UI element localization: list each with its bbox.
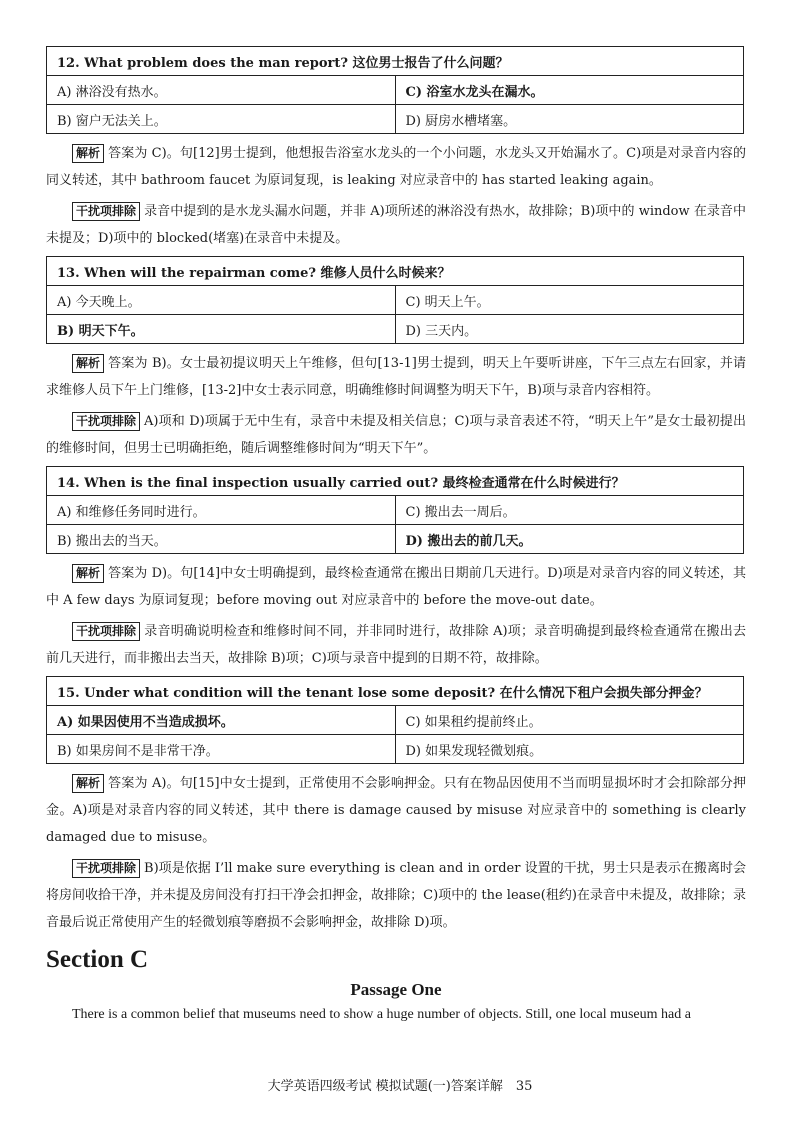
- option-a: A) 如果因使用不当造成损坏。: [47, 706, 396, 735]
- distractor-label: 干扰项排除: [72, 202, 140, 221]
- distractor-paragraph: [46, 618, 746, 672]
- option-c: C) 搬出去一周后。: [395, 496, 744, 525]
- option-d: D) 如果发现轻微划痕。: [395, 735, 744, 764]
- option-c: C) 如果租约提前终止。: [395, 706, 744, 735]
- option-a: A) 今天晚上。: [47, 286, 396, 315]
- question-block-15: [46, 676, 746, 936]
- analysis-label: 解析: [72, 774, 104, 793]
- question-table: [46, 466, 744, 554]
- page-footer: 大学英语四级考试 模拟试题(一)答案详解 35: [267, 1079, 533, 1094]
- question-prompt: 15. Under what condition will the tenant lose some deposit? 在什么情况下租户会损失部分押金？: [47, 677, 744, 706]
- distractor-text: 录音明确说明检查和维修时间不同，并非同时进行，故排除 A)项；录音明确提到最终检查通常在搬出去前几天进行，而非搬出去当天，故排除 B)项；C)项与录音中提到的日期不符，故排除。: [46, 624, 746, 666]
- question-table: [46, 256, 744, 344]
- option-c: C) 明天上午。: [395, 286, 744, 315]
- analysis-label: 解析: [72, 144, 104, 163]
- passage-text: There is a common belief that museums need to show a huge number of objects. Still, one local museum had a: [72, 1007, 691, 1022]
- question-prompt: 12. What problem does the man report? 这位男士报告了什么问题？: [47, 47, 744, 76]
- analysis-text: 答案为 B)。女士最初提议明天上午维修，但句[13-1]男士提到，明天上午要听讲座，下午三点左右回家，并请求维修人员下午上门维修，[13-2]中女士表示同意，明确维修时间调整为明天下午，B)项与录音内容相符。: [46, 356, 746, 398]
- option-b: B) 窗户无法关上。: [47, 105, 396, 134]
- distractor-text: 录音中提到的是水龙头漏水问题，并非 A)项所述的淋浴没有热水，故排除；B)项中的 window 在录音中未提及；D)项中的 blocked(堵塞)在录音中未提及。: [46, 204, 746, 246]
- passage-title: Passage One: [350, 980, 442, 999]
- option-a: A) 淋浴没有热水。: [47, 76, 396, 105]
- analysis-paragraph: [46, 140, 746, 194]
- page-content: [46, 46, 746, 1026]
- distractor-paragraph: [46, 198, 746, 252]
- option-b: B) 明天下午。: [47, 315, 396, 344]
- option-a: A) 和维修任务同时进行。: [47, 496, 396, 525]
- distractor-label: 干扰项排除: [72, 859, 140, 878]
- option-d: D) 三天内。: [395, 315, 744, 344]
- section-title: Section C: [46, 946, 149, 973]
- question-table: [46, 676, 744, 764]
- option-b: B) 搬出去的当天。: [47, 525, 396, 554]
- question-table: [46, 46, 744, 134]
- option-b: B) 如果房间不是非常干净。: [47, 735, 396, 764]
- analysis-paragraph: [46, 560, 746, 614]
- question-block-13: [46, 256, 746, 466]
- analysis-text: 答案为 A)。句[15]中女士提到，正常使用不会影响押金。只有在物品因使用不当而明显损坏时才会扣除部分押金。A)项是对录音内容的同义转述，其中 there is damage caused by misuse 对应录音中的 something is clearly damaged due to misuse。: [46, 776, 746, 845]
- distractor-text: A)项和 D)项属于无中生有，录音中未提及相关信息；C)项与录音表述不符，“明天上午”是女士最初提出的维修时间，但男士已明确拒绝，随后调整维修时间为“明天下午”。: [46, 414, 746, 456]
- option-d: D) 厨房水槽堵塞。: [395, 105, 744, 134]
- analysis-text: 答案为 C)。句[12]男士提到，他想报告浴室水龙头的一个小问题，水龙头又开始漏水了。C)项是对录音内容的同义转述，其中 bathroom faucet 为原词复现，is leaking 对应录音中的 has started leaking again。: [46, 146, 746, 188]
- analysis-label: 解析: [72, 564, 104, 583]
- analysis-label: 解析: [72, 354, 104, 373]
- question-block-12: [46, 46, 746, 256]
- question-prompt: 14. When is the final inspection usually carried out? 最终检查通常在什么时候进行？: [47, 467, 744, 496]
- analysis-text: 答案为 D)。句[14]中女士明确提到，最终检查通常在搬出日期前几天进行。D)项是对录音内容的同义转述，其中 A few days 为原词复现；before moving out 对应录音中的 before the move-out date。: [46, 566, 746, 608]
- option-d: D) 搬出去的前几天。: [395, 525, 744, 554]
- analysis-paragraph: [46, 350, 746, 404]
- analysis-paragraph: [46, 770, 746, 851]
- question-prompt: 13. When will the repairman come? 维修人员什么时候来？: [47, 257, 744, 286]
- question-block-14: [46, 466, 746, 676]
- distractor-label: 干扰项排除: [72, 412, 140, 431]
- distractor-label: 干扰项排除: [72, 622, 140, 641]
- distractor-paragraph: [46, 408, 746, 462]
- distractor-paragraph: [46, 855, 746, 936]
- distractor-text: B)项是依据 I’ll make sure everything is clean and in order 设置的干扰，男士只是表示在搬离时会将房间收拾干净，并未提及房间没有打扫干净会扣押金，故排除；C)项中的 the lease(租约)在录音中未提及，故排除；录音最后说正常使用产生的轻微划痕等磨损不会影响押金，故排除 D)项。: [46, 861, 746, 930]
- option-c: C) 浴室水龙头在漏水。: [395, 76, 744, 105]
